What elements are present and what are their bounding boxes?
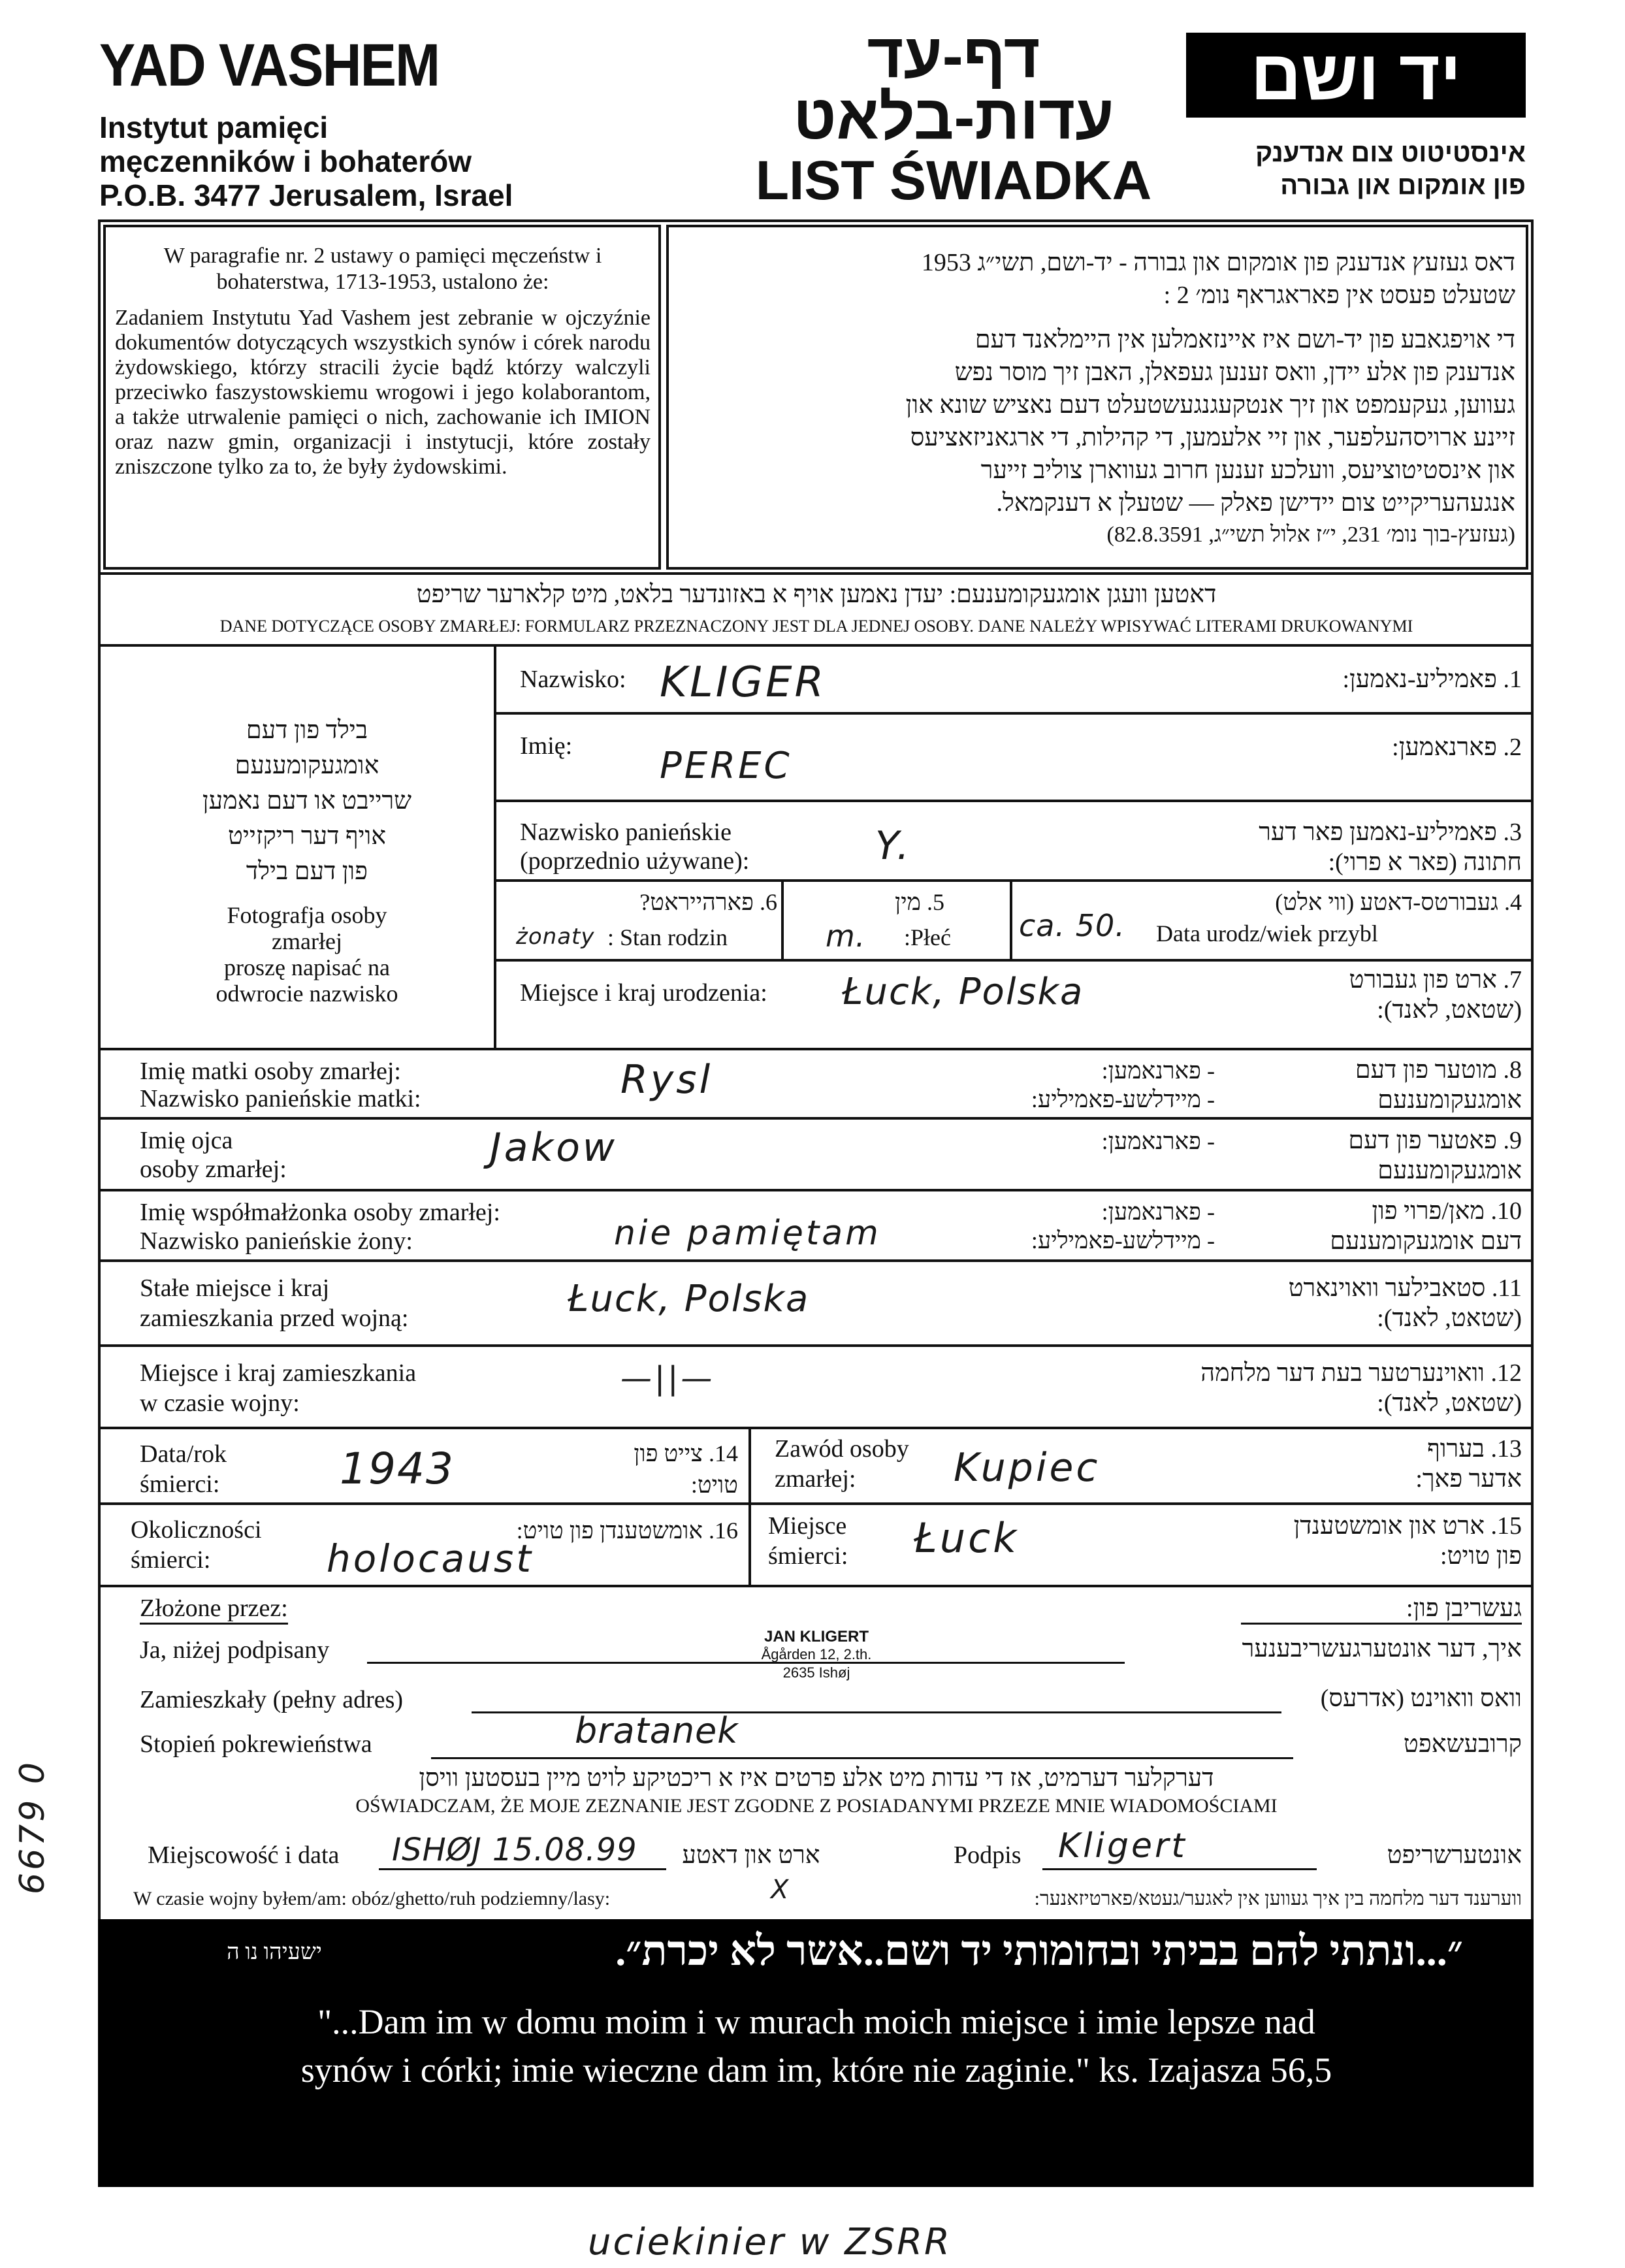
photo-yi-5: פון דעם בילד <box>246 858 368 885</box>
war-residence-label-yi-1: 12. וואוינערטער בעת דער מלחמה <box>1200 1359 1522 1387</box>
marital-label-pl: : Stan rodzin <box>607 924 728 950</box>
residence-value[interactable]: Łuck, Polska <box>568 1278 810 1320</box>
maiden-name-label-2: (poprzednio używane): <box>520 847 750 875</box>
surname-value[interactable]: KLIGER <box>660 658 826 707</box>
intro-pl-body: Zadaniem Instytutu Yad Vashem jest zebranie w ojczyźnie dokumentów dotyczących wszystkich synów i córek narodu żydowskiego, którzy stracili życie bądź którzy walczyli przeciwko faszystowskiemu wrogowi i jego kolaborantom, a także utrwalenie pamięci o nich, zachowanie ich IMION oraz nazw gmin, organizacji i instytucji, które zostały zniszczone tylko za to, że były żydowskimi. <box>115 306 651 479</box>
death-date-value[interactable]: 1943 <box>340 1444 455 1494</box>
signature-line <box>1042 1868 1317 1870</box>
birth-label-yi: 4. געבורטס-דאטע (ווי אלט) <box>1275 889 1522 915</box>
place-date-label: Miejscowość i data <box>148 1841 340 1869</box>
org-name-yi-2: פון אומקום און גבורה <box>1280 171 1526 200</box>
circumstances-label-1: Okoliczności <box>131 1516 262 1544</box>
father-label-yi-4: אומגעקומענעם <box>1377 1157 1522 1184</box>
photo-pl-3: proszę napisać na <box>224 954 390 980</box>
mother-label-yi-1: - פארנאמען: <box>1101 1058 1215 1084</box>
banner-pl-1: "...Dam im w domu moim i w murach moich miejsce i imie lepsze nad <box>317 2002 1315 2041</box>
place-date-label-yi: ארט און דאטע <box>682 1841 820 1869</box>
residence-label-yi-2: (שטאט, לאנד): <box>1377 1304 1522 1332</box>
instructions-yi: דאטען וועגן אומגעקומענעם: יעדן נאמען אויף א באזונדער בלאט, מיט קלארער שריפט <box>416 581 1217 608</box>
profession-label-yi-2: אדער פאך: <box>1415 1465 1522 1493</box>
submitter-title: Złożone przez: <box>140 1594 288 1625</box>
org-name-yi-1: אינסטיטוט צום אנדענק <box>1255 138 1526 167</box>
father-label-yi-1: - פארנאמען: <box>1101 1128 1215 1154</box>
residence-label-1: Stałe miejsce i kraj <box>140 1274 330 1302</box>
sex-value[interactable]: m. <box>826 918 866 954</box>
spouse-value[interactable]: nie pamiętam <box>614 1214 881 1253</box>
declaration-yi: דערקלער דערמיט, אז די עדות מיט אלע פרטים איז א ריכטיקע לויט מיין בעסטען וויסן <box>419 1764 1214 1792</box>
circumstances-label-yi: 16. אומשטענדן פון טויט: <box>516 1517 738 1544</box>
photo-yi-4: אויף דער ריקזייט <box>227 822 387 850</box>
signer-stamp-addr1[interactable]: Ågården 12, 2.th. <box>761 1646 872 1662</box>
birthplace-value[interactable]: Łuck, Polska <box>843 971 1084 1013</box>
father-label-2: osoby zmarłej: <box>140 1156 287 1183</box>
war-camp-value[interactable]: X <box>771 1875 792 1905</box>
residence-label-yi-1: 11. סטאבילער וואוינארט <box>1288 1274 1522 1302</box>
relation-label: Stopień pokrewieństwa <box>140 1730 372 1758</box>
war-residence-value[interactable]: —||— <box>620 1360 715 1397</box>
declaration-pl: OŚWIADCZAM, ŻE MOJE ZEZNANIE JEST ZGODNE Z POSIADANYMI PRZEZE MNIE WIADOMOŚCIAMI <box>355 1795 1278 1817</box>
surname-label-yi: 1. פאמיליע-נאמען: <box>1342 666 1522 693</box>
photo-yi-3: שרייבט או דעם נאמען <box>202 787 412 815</box>
spouse-label-2: Nazwisko panieńskie żony: <box>140 1227 413 1255</box>
photo-yi-1: בילד פון דעם <box>246 717 368 744</box>
intro-yi-6: זיינע ארויסהעלפער, און זיי אלעמען, די קהילות, די ארגאניזאציעס <box>910 424 1515 451</box>
photo-yi-2: אומגעקומענעם <box>234 752 379 779</box>
death-place-label-yi-1: 15. ארט און אומשטענדן <box>1293 1512 1522 1540</box>
signer-stamp-addr2[interactable]: 2635 Ishøj <box>782 1664 850 1681</box>
signature-label-yi: אונטערשריפט <box>1387 1841 1522 1869</box>
death-place-label-yi-2: פון טויט: <box>1440 1542 1522 1570</box>
address-label: Zamieszkały (pełny adres) <box>140 1686 404 1713</box>
birth-value[interactable]: ca. 50. <box>1019 908 1125 943</box>
relation-value[interactable]: bratanek <box>575 1710 739 1751</box>
org-address: P.O.B. 3477 Jerusalem, Israel <box>99 178 513 212</box>
marital-label-yi: 6. פארהייראט? <box>639 889 777 915</box>
signature-value[interactable]: Kligert <box>1058 1826 1187 1866</box>
father-value[interactable]: Jakow <box>490 1125 617 1171</box>
mother-value[interactable]: Rysl <box>620 1057 713 1103</box>
birthplace-label-yi-1: 7. ארט פון געבורט <box>1349 966 1522 994</box>
death-date-label-yi-1: 14. צייט פון <box>634 1440 738 1466</box>
instructions-pl: DANE DOTYCZĄCE OSOBY ZMARŁEJ: FORMULARZ PRZEZNACZONY JEST DLA JEDNEJ OSOBY. DANE NALEŻY WPISYWAĆ LITERAMI DRUKOWANYMI <box>219 617 1413 636</box>
father-label-yi-3: 9. פאטער פון דעם <box>1348 1127 1522 1154</box>
profession-label-2: zmarłej: <box>775 1465 856 1493</box>
place-date-line <box>379 1868 666 1870</box>
intro-yi-7: און אינסטיטוציעס, וועלכע זענען חרוב געווארן צוליב זייער <box>980 457 1515 484</box>
first-name-value[interactable]: PEREC <box>660 745 792 787</box>
death-place-value[interactable]: Łuck <box>914 1514 1020 1562</box>
death-date-label-2: śmierci: <box>140 1470 220 1498</box>
mother-label-yi-2: - מיידלשע-פאמיליע: <box>1031 1086 1215 1112</box>
war-camp-label-yi: ווערענד דער מלחמה בין איך געווען אין לאגער/געטא/פארטיזאנער: <box>1034 1888 1522 1909</box>
banner-hebrew-ref: ישעיהו נו ה <box>227 1940 322 1964</box>
bottom-note: uciekinier w ZSRR <box>588 2221 952 2263</box>
address-label-yi: וואס וואוינט (אדרעס) <box>1320 1685 1522 1712</box>
death-place-label-1: Miejsce <box>768 1512 847 1540</box>
intro-yi-4: אנדענק פון אלע יידן, וואס זענען געפאלן, האבן זיך מוסר נפש <box>954 359 1515 386</box>
intro-yi-9: (געזעץ-בוך נומ׳ 231, י״ז אלול תשי״ג, 82.8.3591) <box>1106 523 1515 547</box>
profession-label-yi-1: 13. בערוף <box>1427 1435 1522 1463</box>
maiden-name-label-1: Nazwisko panieńskie <box>520 818 732 846</box>
residence-label-2: zamieszkania przed wojną: <box>140 1304 409 1332</box>
intro-yi-8: אנגעהעריקייט צום יידישן פאלק — שטעלן א דענקמאל. <box>996 489 1515 517</box>
relation-label-yi: קרובעשאפט <box>1403 1730 1522 1758</box>
first-name-label: Imię: <box>520 732 573 760</box>
birthplace-label: Miejsce i kraj urodzenia: <box>520 979 767 1007</box>
submitter-title-yi: געשריבן פון: <box>1241 1594 1522 1625</box>
circumstances-label-2: śmierci: <box>131 1546 211 1574</box>
birth-label-pl: Data urodz/wiek przybl <box>1156 920 1378 947</box>
surname-label: Nazwisko: <box>520 666 626 693</box>
intro-pl-lead: W paragrafie nr. 2 ustawy o pamięci męczeństw i bohaterstwa, 1713-1953, ustalono że: <box>163 244 602 294</box>
spouse-label-yi-4: דעם אומגעקומענעם <box>1330 1227 1522 1255</box>
maiden-name-label-yi-1: 3. פאמיליע-נאמען פאר דער <box>1259 818 1522 846</box>
war-residence-label-1: Miejsce i kraj zamieszkania <box>140 1359 417 1387</box>
signer-label-yi: איך, דער אונטערגעשריבענער <box>1242 1635 1522 1662</box>
spouse-label-yi-2: - מיידלשע-פאמיליע: <box>1031 1227 1215 1254</box>
intro-yi-1: דאס געזעץ אנדענק פון אומקום און גבורה - יד-ושם, תשי״ג 1953 <box>921 249 1515 276</box>
mother-label-2: Nazwisko panieńskie matki: <box>140 1085 421 1112</box>
death-date-label-yi-2: טויט: <box>690 1472 738 1498</box>
banner-pl-2: synów i córki; imie wieczne dam im, które nie zaginie." ks. Izajasza 56,5 <box>300 2050 1332 2090</box>
war-residence-label-yi-2: (שטאט, לאנד): <box>1377 1389 1522 1417</box>
org-name-pl-1: Instytut pamięci <box>99 110 329 144</box>
war-residence-label-2: w czasie wojny: <box>140 1389 300 1417</box>
photo-pl-2: zmarłej <box>272 928 342 954</box>
maiden-name-label-yi-2: חתונה (פאר א פרוי): <box>1328 849 1522 876</box>
title-hebrew-1: דף-עד <box>867 21 1040 91</box>
maiden-name-value[interactable]: Y. <box>875 823 912 869</box>
org-name-en: YAD VASHEM <box>99 32 440 99</box>
signer-stamp-name[interactable]: JAN KLIGERT <box>764 1628 869 1645</box>
sex-label-yi: 5. מין <box>895 889 944 915</box>
circumstances-value[interactable]: holocaust <box>327 1536 534 1581</box>
relation-line <box>431 1757 1293 1759</box>
sex-label-pl: :Płeć <box>904 924 951 950</box>
title-hebrew-2: עדות-בלאט <box>793 82 1114 152</box>
profession-label-1: Zawód osoby <box>775 1435 909 1463</box>
profession-value[interactable]: Kupiec <box>954 1445 1101 1491</box>
spouse-label-yi-1: - פארנאמען: <box>1101 1199 1215 1225</box>
org-name-pl-2: męczenników i bohaterów <box>99 144 472 178</box>
title-pl: LIST ŚWIADKA <box>755 150 1152 211</box>
intro-yi-5: געווען, געקעמפט און זיך אנטקעגנגעשטעלט דעם נאציש שונא און <box>905 391 1515 419</box>
signer-label: Ja, niżej podpisany <box>140 1636 330 1664</box>
mother-label-yi-4: אומגעקומענעם <box>1377 1086 1522 1114</box>
spouse-label-yi-3: 10. מאן/פרוי פון <box>1372 1197 1522 1225</box>
intro-yi-2: שטעלט פעסט אין פאראגראף נומ׳ 2 : <box>1163 282 1515 309</box>
mother-label-yi-3: 8. מוטער פון דעם <box>1355 1056 1522 1084</box>
birthplace-label-yi-2: (שטאט, לאנד): <box>1377 996 1522 1024</box>
banner-hebrew: ״...ונתתי להם בביתי ובחומותי יד ושם..אשר לא יכרת״. <box>615 1928 1463 1974</box>
marital-value[interactable]: żonaty <box>516 924 595 950</box>
place-date-value[interactable]: ISHØJ 15.08.99 <box>392 1832 637 1868</box>
death-date-label-1: Data/rok <box>140 1440 227 1468</box>
yad-vashem-logo: יד ושם <box>1186 33 1526 118</box>
margin-number: 6679 0 <box>13 1760 52 1894</box>
mother-label-1: Imię matki osoby zmarłej: <box>140 1058 401 1085</box>
photo-pl-4: odwrocie nazwisko <box>216 980 398 1007</box>
death-place-label-2: śmierci: <box>768 1542 848 1570</box>
photo-pl-1: Fotografja osoby <box>227 902 387 928</box>
intro-yi-3: די אויפגאבע פון יד-ושם איז איינזאמלען אין היימלאנד דעם <box>974 326 1515 353</box>
first-name-label-yi: 2. פארנאמען: <box>1392 734 1522 761</box>
signature-label: Podpis <box>954 1841 1022 1869</box>
father-label-1: Imię ojca <box>140 1127 233 1154</box>
war-camp-label: W czasie wojny byłem/am: obóz/ghetto/ruh podziemny/lasy: <box>133 1888 611 1909</box>
spouse-label-1: Imię współmałżonka osoby zmarłej: <box>140 1199 500 1226</box>
